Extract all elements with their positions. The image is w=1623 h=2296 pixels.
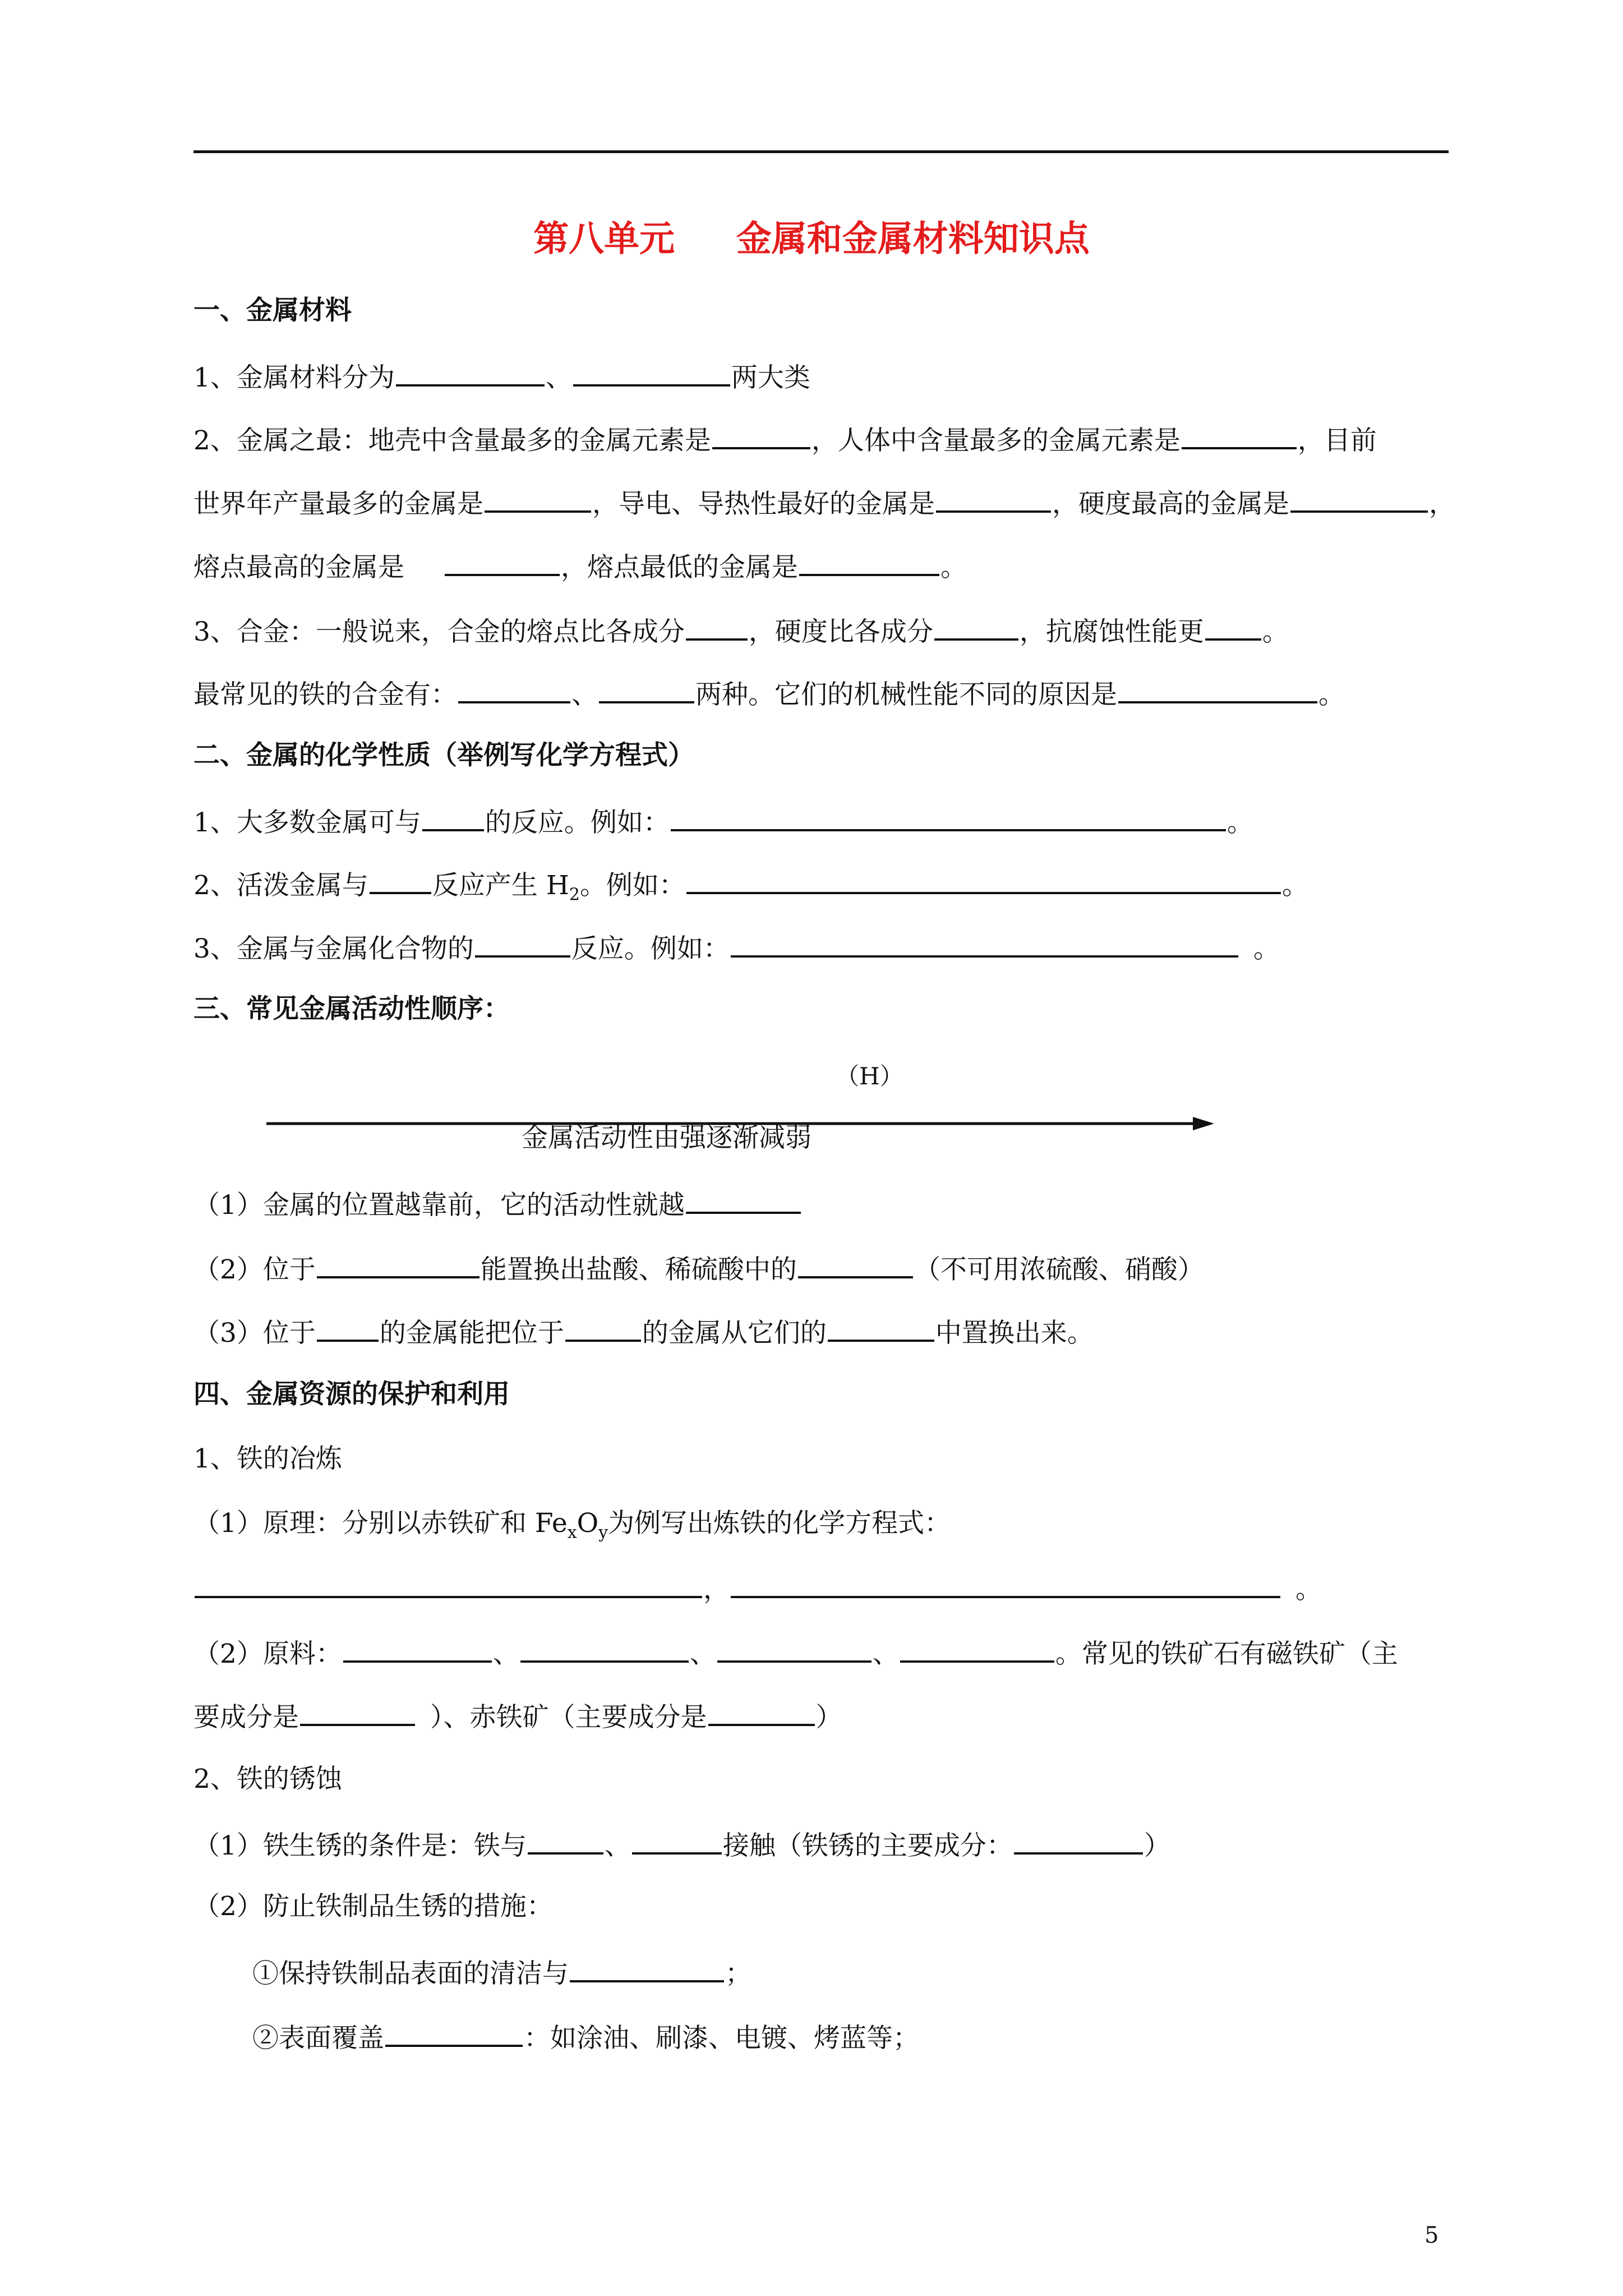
answer-blank[interactable] bbox=[475, 933, 570, 958]
hydrogen-label: （H） bbox=[836, 1062, 903, 1090]
question-4-2-1: （1）铁生锈的条件是：铁与 、 接触（铁锈的主要成分： ） bbox=[193, 1830, 1170, 1861]
answer-blank[interactable] bbox=[1014, 1830, 1143, 1855]
answer-blank[interactable] bbox=[300, 1701, 415, 1726]
answer-blank[interactable] bbox=[798, 1254, 913, 1278]
subheading-iron-rusting: 2、铁的锈蚀 bbox=[193, 1764, 342, 1795]
answer-blank[interactable] bbox=[799, 551, 939, 576]
arrow-caption: 金属活动性由强逐渐减弱 bbox=[522, 1122, 811, 1153]
answer-blank[interactable] bbox=[195, 1573, 702, 1598]
answer-blank[interactable] bbox=[1182, 425, 1297, 449]
answer-blank[interactable] bbox=[686, 1189, 801, 1214]
page-number: 5 bbox=[1424, 2223, 1439, 2248]
section-heading-resources: 四、金属资源的保护和利用 bbox=[193, 1379, 510, 1410]
question-1-1: 1、金属材料分为 、 两大类 bbox=[193, 362, 810, 393]
answer-blank[interactable] bbox=[934, 616, 1018, 641]
question-2-3: 3、金属与金属化合物的 反应。例如： 。 bbox=[193, 933, 1280, 964]
answer-blank[interactable] bbox=[936, 488, 1051, 513]
page-title: 第八单元 金属和金属材料知识点 bbox=[533, 218, 1090, 259]
header-rule bbox=[193, 150, 1449, 153]
section-heading-metal-materials: 一、金属材料 bbox=[193, 295, 352, 326]
answer-blank[interactable] bbox=[565, 1317, 641, 1342]
question-3-1: （1）金属的位置越靠前，它的活动性就越 bbox=[193, 1189, 802, 1218]
question-4-1-1-answers: ， 。 bbox=[193, 1573, 1322, 1603]
answer-blank[interactable] bbox=[1118, 679, 1317, 703]
answer-blank[interactable] bbox=[731, 1573, 1280, 1598]
answer-blank[interactable] bbox=[573, 362, 730, 386]
answer-blank[interactable] bbox=[385, 2022, 523, 2047]
question-1-2-cont: 世界年产量最多的金属是 ，导电、导热性最好的金属是 ，硬度最高的金属是 ， bbox=[193, 489, 1455, 519]
answer-blank[interactable] bbox=[599, 679, 694, 703]
answer-blank[interactable] bbox=[900, 1638, 1054, 1663]
question-4-1-2-cont: 要成分是 ）、赤铁矿（主要成分是 ） bbox=[193, 1702, 842, 1733]
subheading-iron-smelting: 1、铁的冶炼 bbox=[193, 1443, 342, 1474]
answer-blank[interactable] bbox=[632, 1830, 722, 1855]
answer-blank[interactable] bbox=[458, 679, 570, 703]
answer-blank[interactable] bbox=[317, 1317, 379, 1342]
question-4-1-1: （1）原理：分别以赤铁矿和 $Fe_xO_y$为例写出炼铁的化学方程式： bbox=[193, 1508, 951, 1543]
answer-blank[interactable] bbox=[731, 933, 1238, 958]
answer-blank[interactable] bbox=[445, 551, 560, 576]
answer-blank[interactable] bbox=[370, 869, 431, 894]
answer-blank[interactable] bbox=[828, 1317, 934, 1342]
question-3-2: （2）位于 能置换出盐酸、稀硫酸中的 （不可用浓硫酸、硝酸） bbox=[193, 1254, 1204, 1285]
section-heading-chemical-properties: 二、金属的化学性质（举例写化学方程式） bbox=[193, 740, 694, 771]
answer-blank[interactable] bbox=[570, 1958, 724, 1982]
answer-blank[interactable] bbox=[686, 616, 748, 641]
answer-blank[interactable] bbox=[712, 425, 810, 449]
answer-blank[interactable] bbox=[686, 869, 1281, 894]
question-1-2: 2、金属之最：地壳中含量最多的金属元素是 ，人体中含量最多的金属元素是 ，目前 bbox=[193, 425, 1377, 456]
answer-blank[interactable] bbox=[708, 1701, 815, 1726]
answer-blank[interactable] bbox=[396, 362, 545, 386]
answer-blank[interactable] bbox=[520, 1638, 689, 1663]
question-2-2: 2、活泼金属与 反应产生 $H_2$。例如： 。 bbox=[193, 870, 1308, 905]
answer-blank[interactable] bbox=[485, 488, 591, 513]
question-1-2-cont2: 熔点最高的金属是 ，熔点最低的金属是 。 bbox=[193, 552, 967, 583]
answer-blank[interactable] bbox=[343, 1638, 492, 1663]
question-3-3: （3）位于 的金属能把位于 的金属从它们的 中置换出来。 bbox=[193, 1318, 1094, 1349]
question-4-2-2-item-1: ①保持铁制品表面的清洁与 ； bbox=[252, 1958, 751, 1989]
section-heading-activity-series: 三、常见金属活动性顺序： bbox=[193, 993, 510, 1024]
answer-blank[interactable] bbox=[671, 807, 1226, 831]
question-4-2-2: （2）防止铁制品生锈的措施： bbox=[193, 1891, 553, 1922]
answer-blank[interactable] bbox=[528, 1830, 603, 1855]
question-1-3-cont: 最常见的铁的合金有： 、 两种。它们的机械性能不同的原因是 。 bbox=[193, 679, 1345, 710]
answer-blank[interactable] bbox=[317, 1254, 479, 1278]
answer-blank[interactable] bbox=[1290, 488, 1428, 513]
answer-blank[interactable] bbox=[422, 807, 484, 831]
question-2-1: 1、大多数金属可与 的反应。例如： 。 bbox=[193, 807, 1253, 838]
question-4-1-2: （2）原料： 、 、 、 。常见的铁矿石有磁铁矿（主 bbox=[193, 1639, 1398, 1669]
answer-blank[interactable] bbox=[717, 1638, 872, 1663]
question-4-2-2-item-2: ②表面覆盖 ：如涂油、刷漆、电镀、烤蓝等； bbox=[252, 2023, 919, 2054]
answer-blank[interactable] bbox=[1205, 616, 1261, 641]
question-1-3: 3、合金：一般说来，合金的熔点比各成分 ，硬度比各成分 ，抗腐蚀性能更 。 bbox=[193, 616, 1289, 647]
